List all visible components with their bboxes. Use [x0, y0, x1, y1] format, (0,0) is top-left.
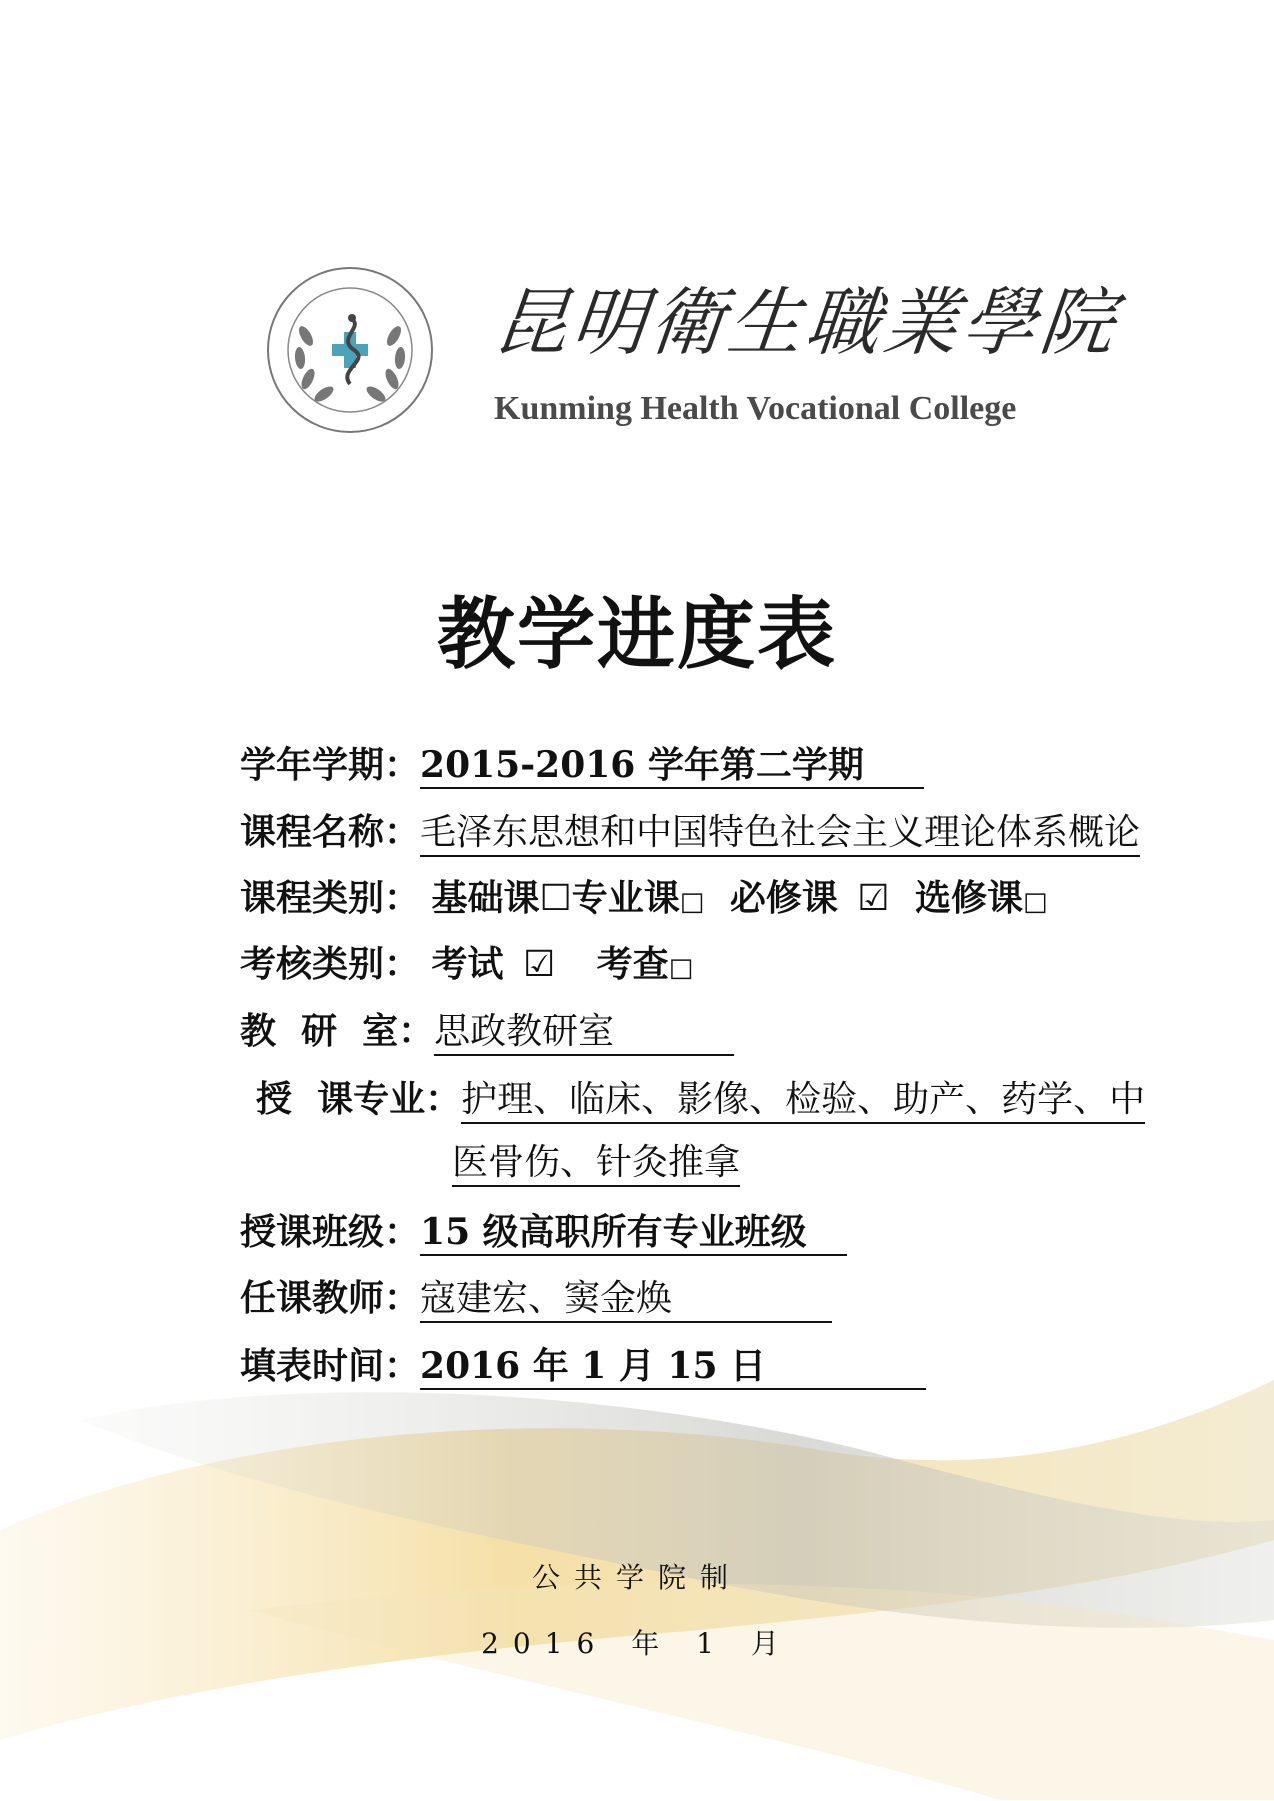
college-english-name: Kunming Health Vocational College: [494, 390, 1017, 427]
footer-issuer: 公共学院制: [531, 1561, 742, 1594]
course-type-label: 课程类别：: [240, 877, 421, 919]
course-name-row: [240, 811, 1141, 857]
college-emblem-logo: [266, 266, 434, 434]
option-inspection-label: 考查: [596, 943, 669, 985]
assessment-label: 考核类别：: [240, 943, 421, 985]
date-value: 2016 年 1 月 15 日: [420, 1348, 926, 1390]
option-required-course-label: 必修课: [729, 877, 838, 919]
teachers-label: 任课教师：: [240, 1277, 421, 1319]
department-row: [240, 1010, 734, 1056]
option-basic-course-label: 基础课: [431, 877, 540, 919]
classes-row: [240, 1211, 847, 1256]
footer-date: 2016 年 1 月: [481, 1627, 793, 1660]
date-label: 填表时间：: [240, 1345, 421, 1387]
page-title: 教学进度表: [436, 589, 837, 680]
option-elective-course-label: 选修课: [915, 877, 1024, 919]
required-course-checkbox[interactable]: ☑: [857, 878, 890, 919]
elective-course-checkbox[interactable]: □: [1023, 887, 1048, 917]
option-major-course-label: 专业课: [571, 877, 680, 919]
option-exam-label: 考试: [431, 943, 504, 985]
department-value: 思政教研室: [434, 1014, 734, 1056]
teachers-row: [240, 1277, 832, 1323]
course-type-row: [240, 877, 1048, 919]
basic-course-checkbox[interactable]: ☐: [539, 878, 572, 919]
exam-checkbox[interactable]: ☑: [522, 944, 556, 985]
majors-row: [256, 1078, 1146, 1124]
teachers-value: 寇建宏、窦金焕: [420, 1281, 832, 1323]
majors-value-line2: 医骨伤、针灸推拿: [452, 1145, 740, 1187]
majors-label: 授 课专业：: [256, 1078, 462, 1120]
term-label: 学年学期：: [240, 744, 421, 786]
college-calligraphy-name: 昆明衛生職業學院: [489, 280, 1123, 366]
inspection-checkbox[interactable]: □: [668, 953, 694, 983]
classes-value: 15 级高职所有专业班级: [420, 1214, 847, 1256]
course-name-value: 毛泽东思想和中国特色社会主义理论体系概论: [420, 815, 1140, 857]
classes-label: 授课班级：: [240, 1211, 421, 1253]
majors-row-continued: [452, 1142, 741, 1187]
major-course-checkbox[interactable]: □: [679, 887, 705, 917]
assessment-row: [240, 943, 694, 985]
term-row: [240, 744, 924, 789]
date-row: [240, 1345, 926, 1390]
majors-value-line1: 护理、临床、影像、检验、助产、药学、中: [461, 1082, 1145, 1124]
course-name-label: 课程名称：: [240, 811, 421, 853]
term-value: 2015-2016 学年第二学期: [420, 747, 924, 789]
department-label: 教 研 室：: [240, 1010, 435, 1052]
